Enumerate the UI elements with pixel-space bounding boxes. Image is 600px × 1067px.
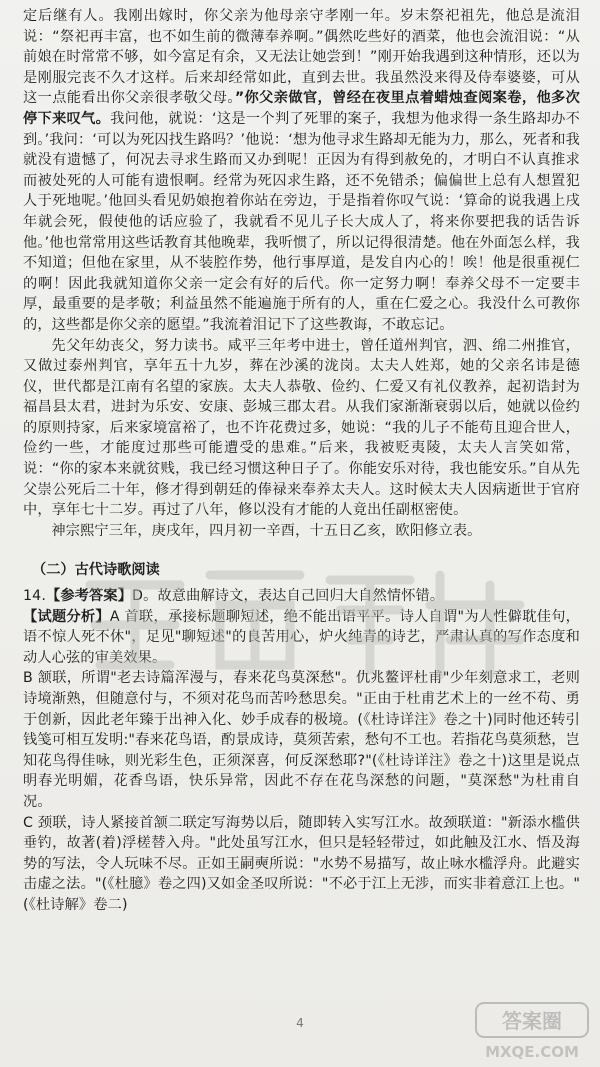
body-text — [23, 6, 580, 541]
answer-text: D。故意曲解诗文，表达自己回归大自然情怀错。 — [132, 588, 445, 605]
analysis-paragraph — [23, 607, 580, 669]
body-paragraph — [23, 521, 580, 542]
corner-logo-title: 答案圈 — [502, 1009, 562, 1033]
paragraph-text: 我问他，就说：‘这是一个判了死罪的案子，我想为他求得一条生路却办不到。’我问：‘可以为死囚找生路吗？’他说：‘想为他寻求生路却无能为力，那么，死者和我就没有遗憾了，何况去寻求生路而又办到呢！正因为有得到赦免的，才明白不认真推求而被处死的人可能有遗恨啊。经常为死囚求生路，还不免错杀；偏偏世上总有人想置犯人于死地呢。’他回头看见奶娘抱着你站在旁边，于是指着你叹气说：‘算命的说我遇上戌年就会死，假使他的话应验了，我就看不见儿子长大成人了，将来你要把我的话告诉他。’他也常常用这些话教育其他晚辈，我听惯了，所以记得很清楚。他在外面怎么样，我不知道；但他在家里，从不装腔作势，他行事厚道，是发自内心的！唉！他是很重视仁的啊！因此我就知道你父亲一定会有好的后代。你一定努力啊！奉养父母不一定要丰厚，最重要的是孝敬；利益虽然不能遍施于所有的人，重在仁爱之心。我没什么可教你的，这些都是你父亲的愿望。”我流着泪记下了这些教诲，不敢忘记。 — [23, 110, 580, 333]
answer-label: 【参考答案】 — [46, 588, 133, 605]
corner-logo-url: MXQE.COM — [485, 1043, 579, 1061]
emphasized-text: ”你父亲做官，曾经在夜里点着蜡烛查阅案卷，他多次停下来叹气。 — [23, 90, 580, 127]
analysis-text — [23, 607, 580, 916]
question-14 — [23, 586, 580, 607]
section-title: （二）古代诗歌阅读 — [32, 562, 160, 579]
body-paragraph — [23, 336, 580, 521]
paragraph-text: 神宗熙宁三年，庚戌年，四月初一辛酉，十五日乙亥，欧阳修立表。 — [51, 522, 482, 539]
question-number: 14. — [23, 588, 47, 605]
paragraph-text: 先父年幼丧父，努力读书。咸平三年考中进士，曾任道州判官，泗、绵二州推官，又做过泰州判官，享年五十九岁，葬在沙溪的泷岗。太夫人姓郑，她的父亲名讳是德仪，世代都是江南有名望的家族。太夫人恭敬、俭约、仁爱又有礼仪教养，起初诰封为福昌县太君，进封为乐安、安康、彭城三郡太君。从我们家渐渐衰弱以后，她就以俭约的原则持家，后来家境富裕了，也不许花费过多，她说：“我的儿子不能苟且迎合世人，俭约一些，才能度过那些可能遭受的患难。”后来，我被贬夷陵，太夫人言笑如常，说：“你的家本来就贫贱，我已经习惯这种日子了。你能安乐对待，我也能安乐。”自从先父崇公死后二十年，修才得到朝廷的俸禄来奉养太夫人。这时候太夫人因病逝世于官府中，享年七十二岁。再过了八年，修以没有才能的人竟出任副枢密使。 — [23, 337, 580, 519]
analysis-label: 【试题分析】 — [23, 608, 110, 625]
analysis-paragraph — [23, 668, 580, 812]
paragraph-text: 定后继有人。我刚出嫁时，你父亲为他母亲守孝刚一年。岁末祭祀祖先，他总是流泪说：“祭祀再丰富，也不如生前的微薄奉养啊。”偶然吃些好的酒菜，他也会流泪说：“从前娘在时常常不够，如今富足有余，又无法让她尝到！”刚开始我遇到这种情形，还以为是刚服完丧不久才这样。后来却经常如此，直到去世。我虽然没来得及侍奉婆婆，可从这一点能看出你父亲很孝敬父母。 — [23, 8, 580, 107]
analysis-text: A 首联，承接标题聊短述，绝不能出语平平。诗人自谓"为人性僻耽佳句，语不惊人死不休"，足见"聊短述"的良苦用心，炉火纯青的诗艺，严肃认真的写作态度和动人心弦的审美效果。 — [23, 608, 581, 666]
analysis-text: C 颈联，诗人紧接首颔二联定写海势以后，随即转入实写江水。故颈联道："新添水槛供垂钓，故著(着)浮槎替入舟。"此处虽写江水，但只是轻轻带过，如此触及江水、悟及海势的写法，令人玩味不尽。正如王嗣奭所说："水势不易描写，故止咏水槛浮舟。此避实击虚之法。"(《杜臆》卷之四)又如金圣叹所说："不必于江上无涉，而实非着意江上也。"(《杜诗解》卷二) — [23, 814, 580, 913]
analysis-paragraph — [23, 813, 580, 916]
body-paragraph — [23, 6, 580, 336]
page-number: 4 — [296, 1016, 304, 1030]
analysis-text: B 颔联，所谓"老去诗篇浑漫与，春来花鸟莫深愁"。仇兆鳌评杜甫"少年刻意求工，老则诗境渐熟，但随意付与，不须对花鸟而苦吟愁思矣。"正由于杜甫艺术上的一丝不苟、勇于创新，因此老年臻于出神入化、妙手成春的极境。(《杜诗详注》卷之十)同时他还转引钱笺可相互发明:"春来花鸟语，酌景成诗，莫须苦索，愁句不工也。若指花鸟莫须愁，岂知花鸟得佳咏，则光彩生色，正须深喜，何反深愁耶?"(《杜诗详注》卷之十)这里是说点明春光明媚，花香鸟语，快乐异常，因此不存在花鸟深愁的问题，"莫深愁"为杜甫自况。 — [23, 670, 580, 810]
